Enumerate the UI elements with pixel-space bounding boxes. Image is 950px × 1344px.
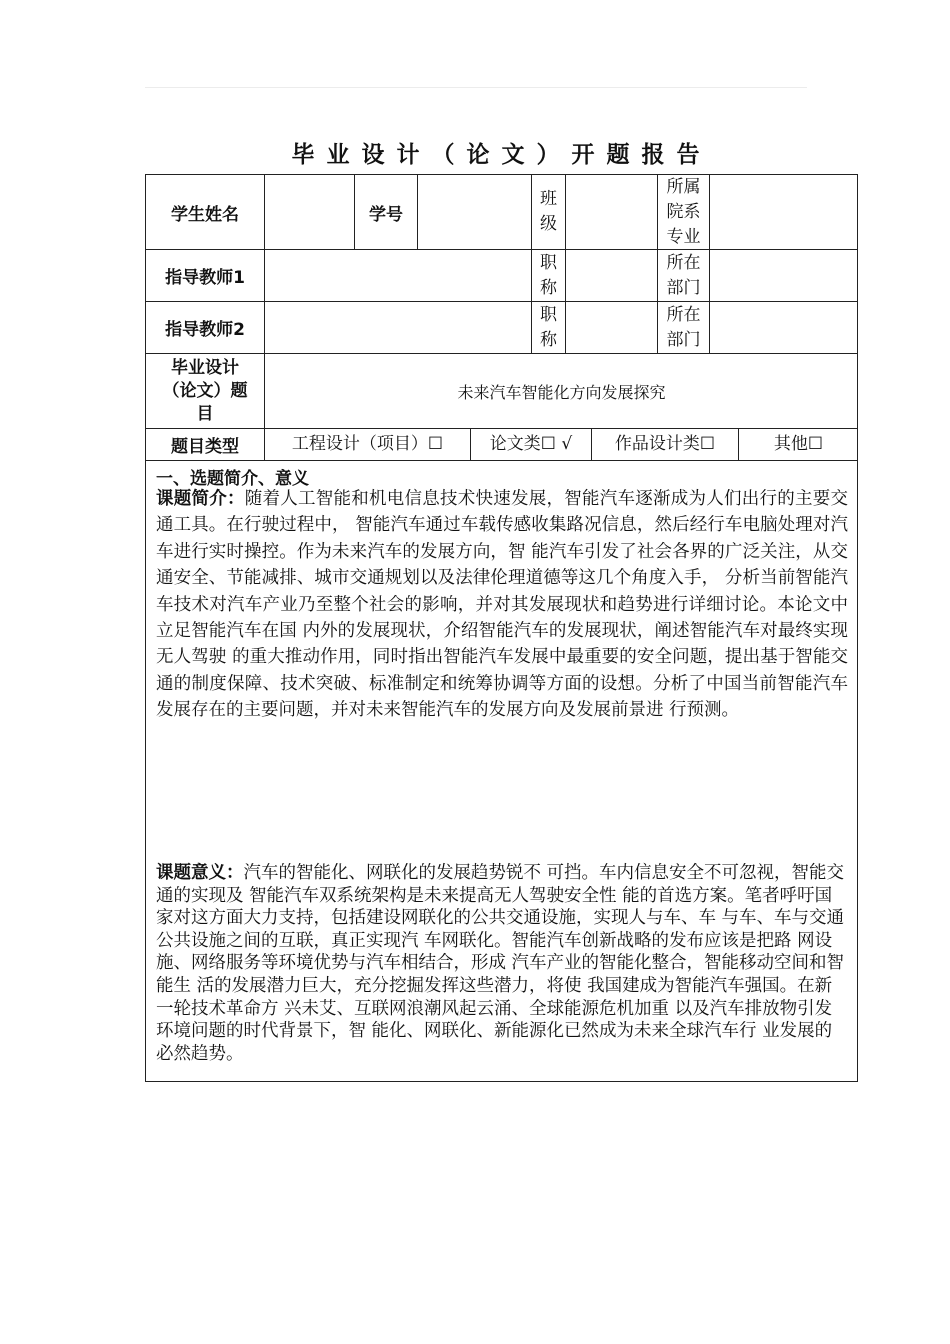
advisor2-dept-field[interactable]: [710, 302, 858, 353]
type-option-thesis[interactable]: 论文类☐ √: [489, 434, 573, 454]
topic-value: 未来汽车智能化方向发展探究: [457, 382, 666, 402]
advisor2-field[interactable]: [265, 302, 531, 353]
department-label: 所属院系专业: [666, 176, 701, 247]
page-title: 毕业设计（论文）开题报告: [291, 142, 712, 168]
header-rule: [145, 87, 807, 88]
intro-label: 课题简介：: [156, 489, 245, 509]
topic-label: 毕业设计（论文）题目: [162, 357, 248, 424]
student-id-label: 学号: [369, 204, 403, 225]
class-field[interactable]: [566, 174, 657, 250]
meaning-label: 课题意义：: [156, 863, 244, 883]
meaning-paragraph: [156, 862, 846, 1065]
intro-paragraph: [156, 486, 848, 724]
section-heading: 一、选题简介、意义: [156, 469, 309, 489]
advisor1-title-label: 职称: [540, 252, 557, 298]
advisor2-label: 指导教师2: [165, 320, 245, 340]
advisor1-dept-field[interactable]: [710, 250, 858, 301]
advisor2-dept-label: 所在部门: [666, 304, 701, 350]
type-option-other[interactable]: 其他☐: [773, 434, 824, 454]
advisor1-field[interactable]: [265, 250, 531, 301]
type-option-work-design[interactable]: 作品设计类☐: [614, 434, 716, 454]
row-divider: [145, 460, 858, 461]
meaning-text: 汽车的智能化、网联化的发展趋势锐不 可挡。车内信息安全不可忽视，智能交通的实现及 智能汽车双系统架构是未来提高无人驾驶安全性 能的首选方案。笔者呼吁国家对这方面大力支持，包括建设网联化的公共交通设施，实现人与车、车 与车、车与交通公共设施之间的互联，真正实现汽 车网联化。智能汽车创新战略的发布应该是把路 网设施、网络服务等环境优势与汽车相结合，形成 汽车产业的智能化整合，智能移动空间和智能生 活的发展潜力巨大，充分挖掘发挥这些潜力，将使 我国建成为智能汽车强国。在新一轮技术革命方 兴未艾、互联网浪潮风起云涌、全球能源危机加重 以及汽车排放物引发环境问题的时代背景下，智 能化、网联化、新能源化已然成为未来全球汽车行 业发展的必然趋势。: [156, 863, 845, 1064]
type-label: 题目类型: [171, 437, 239, 457]
student-name-label: 学生姓名: [171, 204, 239, 225]
type-option-engineering[interactable]: 工程设计（项目）☐: [291, 434, 444, 454]
class-label: 班级: [540, 189, 557, 234]
intro-text: 随着人工智能和机电信息技术快速发展，智能汽车逐渐成为人们出行的主要交通工具。在行驶过程中， 智能汽车通过车载传感收集路况信息，然后经行车电脑处理对汽车进行实时操控。作为未来汽车的发展方向，智 能汽车引发了社会各界的广泛关注，从交通安全、节能减排、城市交通规划以及法律伦理道德等这几个角度入手， 分析当前智能汽车技术对汽车产业乃至整个社会的影响，并对其发展现状和趋势进行详细讨论。本论文中立足智能汽车在国 内外的发展现状，介绍智能汽车的发展现状，阐述智能汽车对最终实现无人驾驶 的重大推动作用，同时指出智能汽车发展中最重要的安全问题，提出基于智能交 通的制度保障、技术突破、标准制定和统筹协调等方面的设想。分析了中国当前智能汽车发展存在的主要问题，并对未来智能汽车的发展方向及发展前景进 行预测。: [156, 489, 848, 721]
department-field[interactable]: [710, 174, 858, 250]
advisor2-title-field[interactable]: [566, 302, 657, 353]
advisor1-dept-label: 所在部门: [666, 252, 701, 298]
advisor1-title-field[interactable]: [566, 250, 657, 301]
student-name-field[interactable]: [265, 174, 354, 250]
student-id-field[interactable]: [418, 174, 531, 250]
advisor2-title-label: 职称: [540, 304, 557, 350]
advisor1-label: 指导教师1: [165, 268, 245, 288]
